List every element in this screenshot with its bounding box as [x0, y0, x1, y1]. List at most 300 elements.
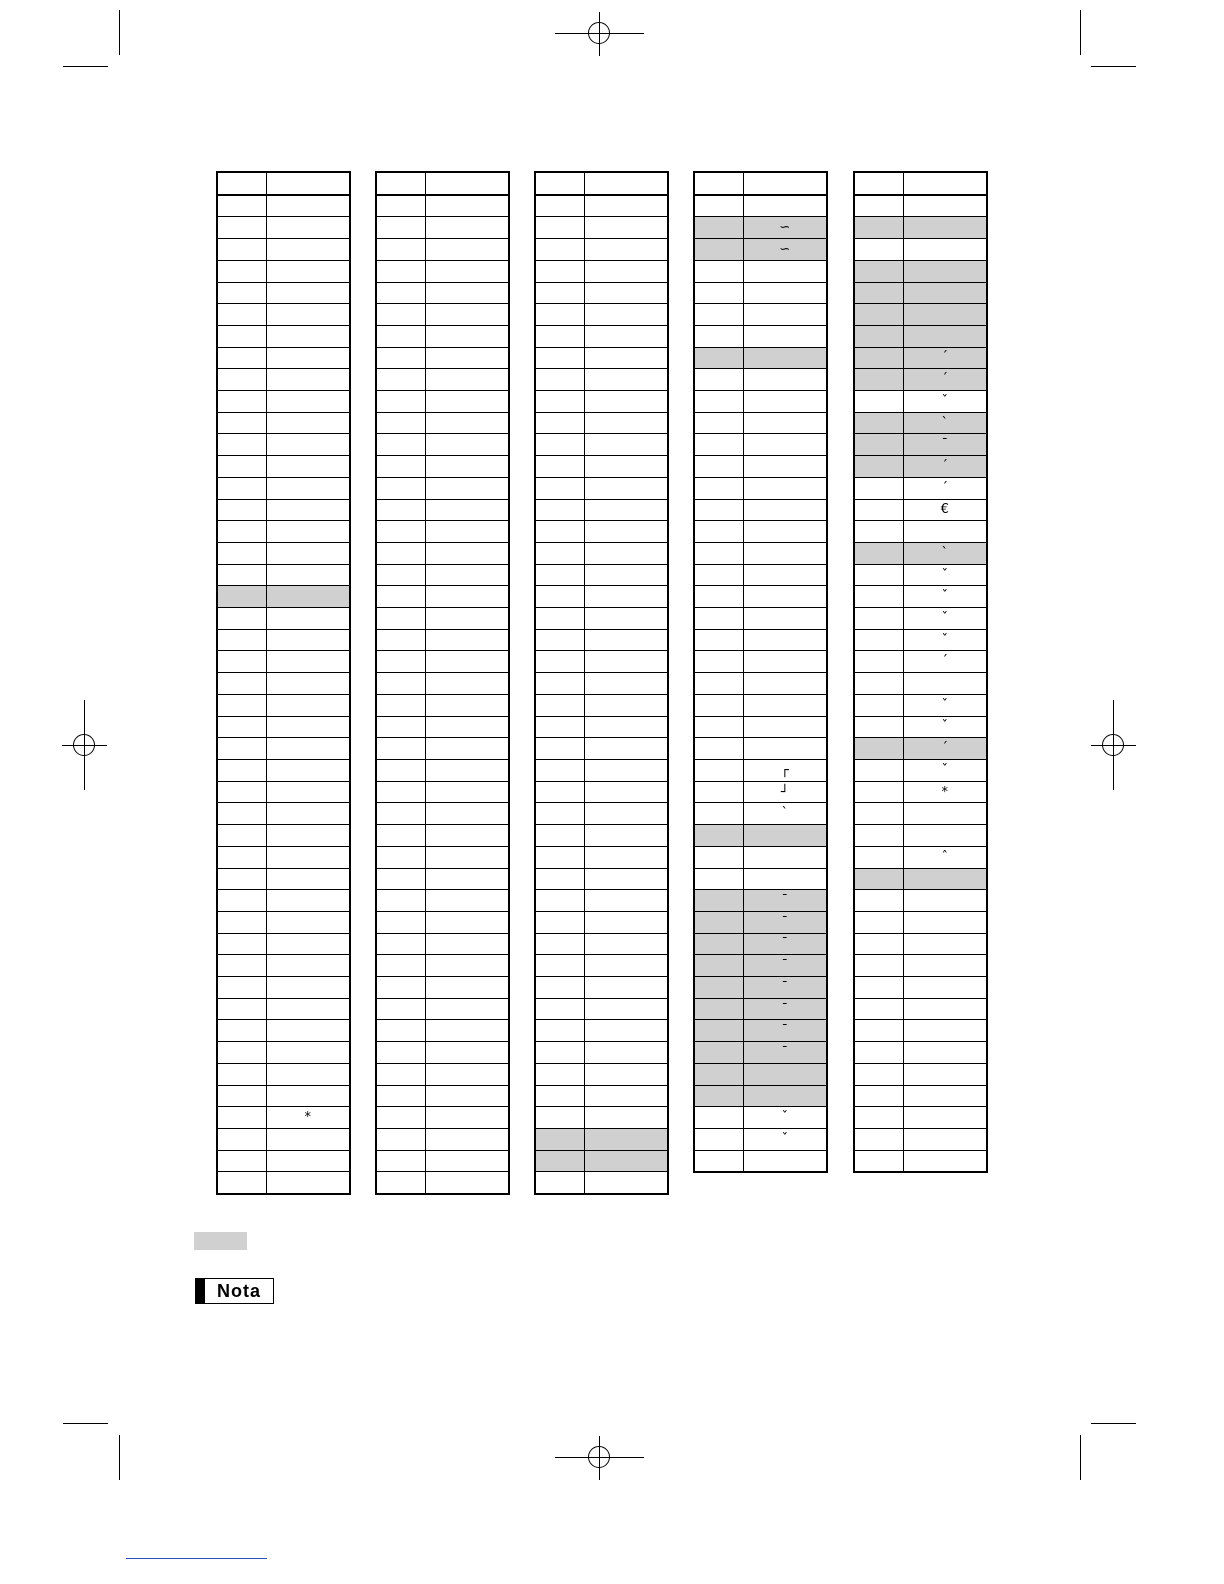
- table-row: [854, 282, 987, 304]
- code-table-3: [534, 171, 669, 1195]
- code-cell: [854, 304, 903, 326]
- table-row: [854, 868, 987, 890]
- table-row: [217, 868, 350, 890]
- char-cell: [584, 890, 668, 912]
- char-cell: [266, 434, 350, 456]
- code-cell: [217, 499, 266, 521]
- code-cell: [217, 933, 266, 955]
- table-row: [217, 1085, 350, 1107]
- table-row: [854, 521, 987, 543]
- code-cell: [217, 1128, 266, 1150]
- code-table-2: [375, 171, 510, 1195]
- char-cell: [903, 933, 987, 955]
- table-row: [217, 673, 350, 695]
- char-cell: ˊ: [903, 347, 987, 369]
- char-cell: [425, 239, 509, 261]
- code-cell: [854, 564, 903, 586]
- char-cell: [425, 738, 509, 760]
- table-row: [217, 195, 350, 217]
- table-row: [535, 260, 668, 282]
- table-row: [854, 629, 987, 651]
- code-cell: [535, 325, 584, 347]
- table-row: [376, 803, 509, 825]
- table-row: [694, 1107, 827, 1129]
- code-cell: [217, 412, 266, 434]
- code-cell: [217, 1020, 266, 1042]
- code-cell: [535, 955, 584, 977]
- char-cell: [425, 716, 509, 738]
- char-cell: [743, 325, 827, 347]
- table-row: [217, 521, 350, 543]
- char-cell: [266, 651, 350, 673]
- table-row: [376, 282, 509, 304]
- table-row: [217, 239, 350, 261]
- char-cell: [903, 890, 987, 912]
- code-cell: [854, 825, 903, 847]
- char-cell: [743, 1150, 827, 1172]
- table-row: [217, 911, 350, 933]
- table-row: [535, 694, 668, 716]
- char-cell: [425, 325, 509, 347]
- table-row: [854, 673, 987, 695]
- code-cell: [694, 434, 743, 456]
- crop-mark-bottom-right-horizontal: [1091, 1423, 1136, 1424]
- table-row: [535, 673, 668, 695]
- code-cell: [854, 521, 903, 543]
- char-cell: [584, 608, 668, 630]
- table-row: [376, 1063, 509, 1085]
- char-cell: [425, 781, 509, 803]
- table-row: [376, 347, 509, 369]
- code-cell: [854, 803, 903, 825]
- table-row: [376, 955, 509, 977]
- table-row: [854, 239, 987, 261]
- table-row: [217, 456, 350, 478]
- char-cell: [584, 217, 668, 239]
- code-cell: [217, 586, 266, 608]
- char-cell: [903, 911, 987, 933]
- char-cell: [266, 282, 350, 304]
- table-row: [535, 325, 668, 347]
- char-cell: [584, 521, 668, 543]
- table-row: [535, 977, 668, 999]
- crop-mark-top-left-horizontal: [63, 66, 108, 67]
- code-cell: [854, 846, 903, 868]
- char-cell: [266, 586, 350, 608]
- char-cell: [903, 673, 987, 695]
- char-cell: [584, 716, 668, 738]
- code-cell: [376, 1020, 425, 1042]
- char-cell: [584, 260, 668, 282]
- code-cell: [694, 195, 743, 217]
- char-cell: [903, 998, 987, 1020]
- table-row: [854, 391, 987, 413]
- code-cell: [694, 499, 743, 521]
- table-row: [217, 825, 350, 847]
- char-cell: [266, 825, 350, 847]
- table-row: [535, 239, 668, 261]
- code-cell: [217, 1042, 266, 1064]
- code-cell: [694, 1107, 743, 1129]
- code-cell: [217, 477, 266, 499]
- table-row: [217, 781, 350, 803]
- char-cell: [743, 282, 827, 304]
- table-row: [535, 1063, 668, 1085]
- code-cell: [694, 673, 743, 695]
- table-row: [535, 933, 668, 955]
- char-cell: [425, 998, 509, 1020]
- char-header: [584, 172, 668, 195]
- char-cell: [584, 477, 668, 499]
- table-row: [694, 260, 827, 282]
- table-row: [535, 846, 668, 868]
- table-row: [376, 325, 509, 347]
- table-row: [376, 1085, 509, 1107]
- table-row: [854, 477, 987, 499]
- code-cell: [694, 955, 743, 977]
- char-cell: [425, 304, 509, 326]
- code-table-1: [216, 171, 351, 1195]
- char-cell: [266, 1042, 350, 1064]
- char-cell: ˉ: [743, 933, 827, 955]
- char-cell: [266, 955, 350, 977]
- code-cell: [376, 716, 425, 738]
- table-row: [694, 1042, 827, 1064]
- table-row: [217, 738, 350, 760]
- table-row: [694, 955, 827, 977]
- char-cell: [584, 846, 668, 868]
- table-row: [854, 759, 987, 781]
- table-row: [535, 282, 668, 304]
- table-row: [376, 846, 509, 868]
- char-cell: [266, 195, 350, 217]
- code-cell: [535, 629, 584, 651]
- table-row: [694, 564, 827, 586]
- code-cell: [535, 1150, 584, 1172]
- code-cell: [694, 651, 743, 673]
- char-cell: [743, 846, 827, 868]
- table-row: [217, 586, 350, 608]
- code-cell: [694, 933, 743, 955]
- char-cell: [903, 239, 987, 261]
- table-row: [376, 868, 509, 890]
- char-cell: [584, 282, 668, 304]
- table-row: [217, 477, 350, 499]
- code-cell: [854, 1107, 903, 1129]
- code-cell: [854, 738, 903, 760]
- char-cell: [743, 499, 827, 521]
- char-cell: [584, 542, 668, 564]
- code-cell: [217, 260, 266, 282]
- code-cell: [694, 1042, 743, 1064]
- table-row: [535, 369, 668, 391]
- code-cell: [694, 564, 743, 586]
- code-cell: [217, 759, 266, 781]
- char-cell: ˊ: [903, 369, 987, 391]
- table-row: [694, 825, 827, 847]
- char-cell: [425, 803, 509, 825]
- table-row: [854, 955, 987, 977]
- char-cell: *: [903, 781, 987, 803]
- code-cell: [854, 195, 903, 217]
- table-row: [694, 694, 827, 716]
- code-cell: [535, 781, 584, 803]
- table-row: [694, 282, 827, 304]
- table-row: [854, 933, 987, 955]
- char-cell: [584, 499, 668, 521]
- code-cell: [535, 434, 584, 456]
- table-row: [694, 217, 827, 239]
- table-row: [854, 1128, 987, 1150]
- table-row: [376, 759, 509, 781]
- char-cell: [425, 434, 509, 456]
- char-cell: ˋ: [903, 412, 987, 434]
- code-cell: [217, 369, 266, 391]
- table-row: [376, 629, 509, 651]
- char-cell: [743, 521, 827, 543]
- code-cell: [376, 456, 425, 478]
- code-cell: [376, 1085, 425, 1107]
- code-cell: [376, 977, 425, 999]
- char-cell: ˊ: [903, 477, 987, 499]
- char-cell: [425, 1172, 509, 1194]
- char-cell: [266, 325, 350, 347]
- table-row: [535, 803, 668, 825]
- table-row: [854, 195, 987, 217]
- char-cell: [425, 868, 509, 890]
- table-row: [535, 629, 668, 651]
- code-cell: [535, 282, 584, 304]
- char-cell: ˇ: [743, 1128, 827, 1150]
- table-row: [694, 369, 827, 391]
- table-row: [694, 759, 827, 781]
- table-row: [694, 868, 827, 890]
- table-row: [217, 998, 350, 1020]
- table-row: [694, 1150, 827, 1172]
- table-row: [694, 673, 827, 695]
- code-cell: [535, 542, 584, 564]
- code-cell: [376, 803, 425, 825]
- code-cell: [535, 521, 584, 543]
- char-cell: [903, 825, 987, 847]
- char-cell: [903, 1150, 987, 1172]
- char-cell: [266, 1085, 350, 1107]
- char-cell: [743, 738, 827, 760]
- char-cell: [266, 673, 350, 695]
- char-cell: [266, 629, 350, 651]
- char-cell: [903, 521, 987, 543]
- char-cell: [903, 1107, 987, 1129]
- table-row: [376, 1107, 509, 1129]
- code-cell: [376, 260, 425, 282]
- char-cell: [743, 304, 827, 326]
- code-cell: [535, 369, 584, 391]
- table-row: [217, 716, 350, 738]
- code-cell: [217, 651, 266, 673]
- char-cell: [584, 977, 668, 999]
- code-cell: [694, 347, 743, 369]
- char-cell: ˇ: [903, 716, 987, 738]
- table-row: [217, 1150, 350, 1172]
- code-cell: [376, 825, 425, 847]
- nota-bar: [196, 1279, 205, 1303]
- code-cell: [376, 651, 425, 673]
- code-cell: [376, 521, 425, 543]
- char-cell: ˉ: [743, 1042, 827, 1064]
- char-cell: ∽: [743, 217, 827, 239]
- code-cell: [376, 391, 425, 413]
- table-row: [694, 803, 827, 825]
- char-cell: [584, 456, 668, 478]
- table-row: [854, 1020, 987, 1042]
- table-row: [376, 608, 509, 630]
- char-cell: [425, 825, 509, 847]
- char-cell: ˉ: [903, 434, 987, 456]
- char-cell: [903, 1085, 987, 1107]
- char-cell: [266, 933, 350, 955]
- code-cell: [217, 434, 266, 456]
- char-cell: [584, 759, 668, 781]
- table-row: [376, 412, 509, 434]
- code-header: [694, 172, 743, 195]
- table-row: [535, 347, 668, 369]
- code-cell: [535, 933, 584, 955]
- table-row: [854, 1042, 987, 1064]
- table-row: [854, 738, 987, 760]
- code-cell: [217, 781, 266, 803]
- char-cell: [425, 955, 509, 977]
- code-cell: [217, 911, 266, 933]
- code-cell: [535, 868, 584, 890]
- code-cell: [694, 694, 743, 716]
- table-row: [854, 716, 987, 738]
- code-cell: [535, 673, 584, 695]
- char-cell: [425, 759, 509, 781]
- table-row: [854, 304, 987, 326]
- char-cell: [903, 195, 987, 217]
- table-row: [376, 977, 509, 999]
- table-row: [376, 1128, 509, 1150]
- table-row: [854, 1085, 987, 1107]
- code-cell: [694, 738, 743, 760]
- table-row: [535, 1150, 668, 1172]
- table-row: [217, 369, 350, 391]
- code-cell: [694, 217, 743, 239]
- crop-mark-bottom-left-horizontal: [63, 1423, 108, 1424]
- table-row: [376, 434, 509, 456]
- table-row: [535, 651, 668, 673]
- code-cell: [217, 1172, 266, 1194]
- char-cell: [425, 933, 509, 955]
- char-cell: [743, 195, 827, 217]
- code-cell: [535, 1085, 584, 1107]
- char-cell: ∽: [743, 239, 827, 261]
- code-cell: [217, 282, 266, 304]
- char-cell: [425, 1150, 509, 1172]
- char-cell: [584, 1107, 668, 1129]
- char-cell: [903, 1128, 987, 1150]
- code-cell: [376, 608, 425, 630]
- code-cell: [217, 716, 266, 738]
- char-cell: [266, 1172, 350, 1194]
- code-cell: [694, 586, 743, 608]
- code-cell: [535, 608, 584, 630]
- code-cell: [535, 412, 584, 434]
- code-cell: [376, 1107, 425, 1129]
- table-row: [694, 434, 827, 456]
- char-cell: ˇ: [903, 694, 987, 716]
- char-cell: [425, 1128, 509, 1150]
- table-row: [694, 412, 827, 434]
- code-cell: [535, 564, 584, 586]
- char-cell: ┌: [743, 759, 827, 781]
- char-cell: [584, 694, 668, 716]
- table-row: [854, 651, 987, 673]
- code-cell: [535, 846, 584, 868]
- char-cell: [743, 673, 827, 695]
- code-cell: [376, 998, 425, 1020]
- table-row: [694, 911, 827, 933]
- table-row: [217, 651, 350, 673]
- code-cell: [854, 955, 903, 977]
- char-cell: [743, 1063, 827, 1085]
- code-cell: [376, 434, 425, 456]
- code-cell: [376, 1128, 425, 1150]
- code-cell: [854, 239, 903, 261]
- table-row: [376, 521, 509, 543]
- table-row: [217, 347, 350, 369]
- table-row: [376, 911, 509, 933]
- char-cell: [266, 738, 350, 760]
- code-cell: [376, 846, 425, 868]
- table-row: [376, 239, 509, 261]
- code-cell: [535, 716, 584, 738]
- char-cell: [425, 586, 509, 608]
- table-row: [376, 781, 509, 803]
- code-cell: [535, 890, 584, 912]
- char-cell: [743, 694, 827, 716]
- code-cell: [535, 195, 584, 217]
- table-row: [854, 1107, 987, 1129]
- code-cell: [376, 304, 425, 326]
- table-row: [217, 304, 350, 326]
- code-cell: [535, 1042, 584, 1064]
- code-cell: [535, 1128, 584, 1150]
- code-cell: [854, 1020, 903, 1042]
- char-cell: [903, 304, 987, 326]
- table-row: [376, 716, 509, 738]
- table-row: [535, 477, 668, 499]
- code-cell: [535, 803, 584, 825]
- code-cell: [376, 738, 425, 760]
- code-cell: [694, 1128, 743, 1150]
- table-row: [535, 542, 668, 564]
- char-cell: [425, 673, 509, 695]
- char-cell: [266, 564, 350, 586]
- table-row: [694, 781, 827, 803]
- table-row: [854, 456, 987, 478]
- table-row: [376, 260, 509, 282]
- code-cell: [376, 933, 425, 955]
- code-cell: [217, 1107, 266, 1129]
- char-cell: [584, 1128, 668, 1150]
- char-cell: [425, 694, 509, 716]
- char-cell: [903, 260, 987, 282]
- code-cell: [535, 651, 584, 673]
- code-cell: [854, 434, 903, 456]
- char-cell: [266, 1128, 350, 1150]
- code-cell: [217, 195, 266, 217]
